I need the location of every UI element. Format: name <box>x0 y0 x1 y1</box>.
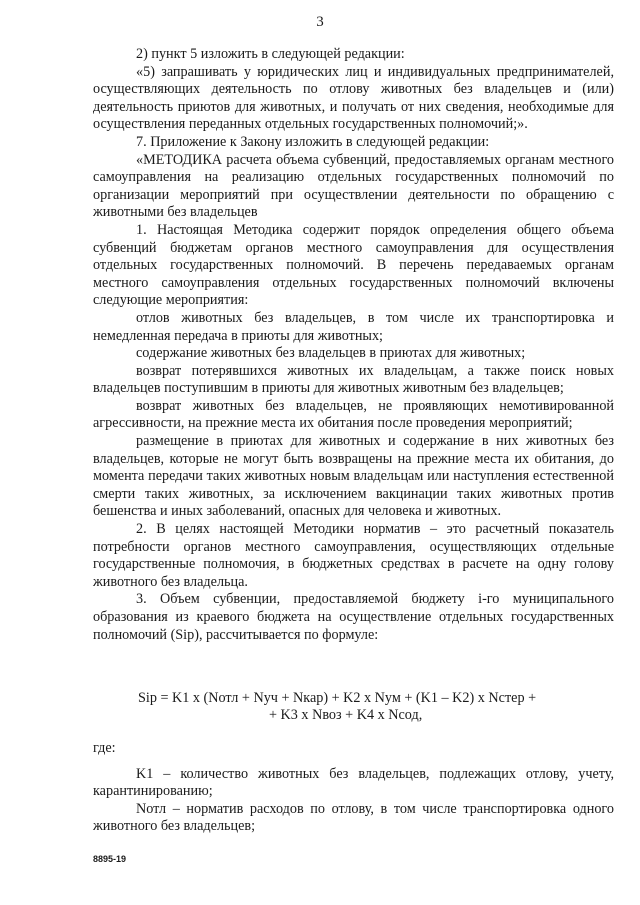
paragraph: 1. Настоящая Методика содержит порядок определения общего объема субвенций бюджетам органов местного самоуправления для осуществления отдельных государственных полномочий. В перечень передаваемых органам местного самоуправления отдельных государственных полномочий включены следующие мероприятия: <box>93 221 614 309</box>
paragraph: размещение в приютах для животных и содержание в них животных без владельцев, которые не могут быть возвращены на прежние места их обитания, до момента передачи таких животных новым владельцам или наступления естественной смерти таких животных, за исключением вакцинации таких животных против бешенства и иных заболеваний, опасных для человека и животных. <box>93 433 614 520</box>
where-label: где: <box>93 740 116 756</box>
paragraph: содержание животных без владельцев в приютах для животных; <box>136 345 526 362</box>
paragraph: 7. Приложение к Закону изложить в следующей редакции: <box>136 133 490 150</box>
paragraph: возврат животных без владельцев, не проявляющих немотивированной агрессивности, на прежние места их обитания после проведения мероприятий; <box>93 397 614 432</box>
paragraph: 3. Объем субвенции, предоставляемой бюджету i-го муниципального образования из краевого бюджета на осуществление отдельных государственных полномочий (Sip), рассчитывается по формуле: <box>93 591 614 643</box>
formula-line-1: Sip = K1 x (Nотл + Nуч + Nкар) + K2 x Nум + (K1 – K2) x Nстер + <box>138 690 537 706</box>
definition-item: Nотл – норматив расходов по отлову, в том числе транспортировка одного животного без владельцев; <box>93 800 614 835</box>
paragraph: «МЕТОДИКА расчета объема субвенций, предоставляемых органам местного самоуправления на реализацию отдельных государственных полномочий по организации мероприятий при осуществлении деятельности по обращению с животными без владельцев <box>93 151 614 221</box>
formula-line-2: + K3 x Nвоз + K4 x Nсод, <box>269 707 423 723</box>
paragraph: 2. В целях настоящей Методики норматив – это расчетный показатель потребности органов местного самоуправления, осуществляющих отдельные государственные полномочия, в бюджетных средствах в расчете на одну голову животного без владельца. <box>93 521 614 590</box>
paragraph: возврат потерявшихся животных их владельцам, а также поиск новых владельцев поступившим в приюты для животных животным без владельцев; <box>93 362 614 397</box>
page-number: 3 <box>316 14 324 30</box>
paragraph: отлов животных без владельцев, в том числе их транспортировка и немедленная передача в приюты для животных; <box>93 309 614 344</box>
paragraph: «5) запрашивать у юридических лиц и индивидуальных предпринимателей, осуществляющих деятельность по отлову животных без владельцев и (или) деятельность приютов для животных, и получать от них сведения, необходимые для осуществления переданных отдельных государственных полномочий;». <box>93 63 614 133</box>
definition-item: K1 – количество животных без владельцев, подлежащих отлову, учету, карантинированию; <box>93 765 614 800</box>
document-body <box>93 46 614 644</box>
document-code: 8895-19 <box>93 854 127 864</box>
paragraph: 2) пункт 5 изложить в следующей редакции: <box>136 46 405 62</box>
definitions <box>93 740 614 836</box>
